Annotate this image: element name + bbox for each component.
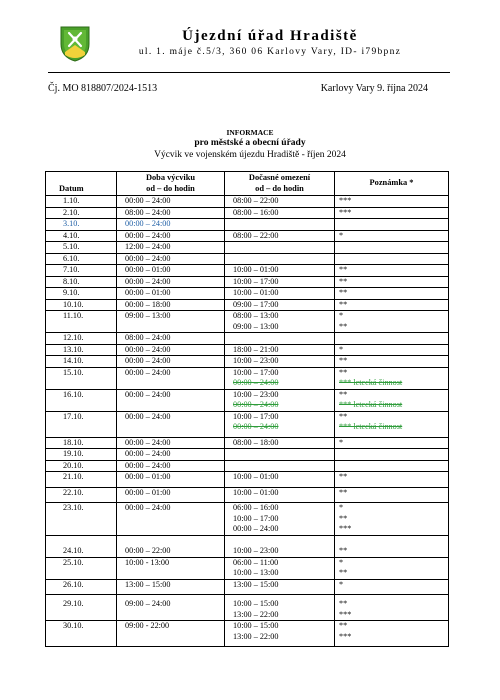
date-cell (46, 579, 117, 595)
table-row (46, 311, 449, 333)
table-row (46, 472, 449, 488)
note-cell (335, 288, 449, 300)
note-cell-line: ** (339, 299, 348, 309)
restriction-cell-line: 10:00 – 23:00 (233, 356, 279, 365)
training-cell-line: 12:00 – 24:00 (125, 242, 171, 251)
note-cell (335, 253, 449, 265)
restriction-cell-line: 10:00 – 01:00 (233, 472, 279, 481)
note-cell-line: * (339, 311, 344, 320)
restriction-cell (225, 230, 335, 242)
column-header-restriction: Dočasné omezení od – do hodin (225, 172, 335, 196)
training-cell (117, 389, 225, 411)
training-cell-line: 00:00 – 24:00 (125, 196, 171, 205)
training-cell-line: 00:00 – 01:00 (125, 265, 171, 274)
restriction-cell (225, 253, 335, 265)
table-row (46, 411, 449, 437)
note-cell-line: ** (339, 513, 348, 523)
restriction-cell-line: 13:00 – 15:00 (233, 579, 279, 589)
restriction-cell-line: 10:00 – 01:00 (233, 288, 279, 297)
note-cell-line: *** (339, 631, 352, 641)
table-row (46, 557, 449, 579)
note-cell-line: ** (339, 367, 348, 377)
restriction-cell (225, 276, 335, 288)
note-cell-line: *** (339, 524, 352, 533)
training-cell-line: 00:00 – 24:00 (125, 411, 171, 421)
column-header-note: Poznámka * (335, 172, 449, 196)
restriction-cell-line: 10:00 – 17:00 (233, 276, 279, 286)
date-cell (46, 230, 117, 242)
date-cell-line: 16.10. (63, 389, 84, 399)
date-cell-line: 19.10. (63, 449, 84, 458)
training-cell (117, 299, 225, 311)
restriction-cell (225, 389, 335, 411)
date-cell (46, 411, 117, 437)
training-cell-line: 00:00 – 24:00 (125, 367, 171, 377)
restriction-cell-line: 08:00 – 18:00 (233, 437, 279, 447)
restriction-cell-line: 18:00 – 21:00 (233, 344, 279, 354)
note-cell (335, 367, 449, 389)
training-cell (117, 595, 225, 621)
date-cell-line: 10.10. (63, 299, 84, 309)
note-cell (335, 411, 449, 437)
column-header-training: Doba výcviku od – do hodin (117, 172, 225, 196)
training-cell (117, 449, 225, 461)
training-cell-line: 08:00 – 24:00 (125, 333, 171, 342)
note-cell (335, 265, 449, 277)
note-cell (335, 449, 449, 461)
table-body (46, 196, 449, 647)
date-cell (46, 344, 117, 356)
table-row (46, 503, 449, 536)
note-cell-line: *** (339, 196, 352, 205)
training-cell (117, 411, 225, 437)
table-header-row (46, 172, 449, 196)
table-row (46, 344, 449, 356)
date-cell-line: 3.10. (63, 219, 80, 228)
table-row (46, 595, 449, 621)
note-cell (335, 230, 449, 242)
training-cell (117, 311, 225, 333)
note-cell-line: * (339, 344, 344, 354)
date-cell-line: 13.10. (63, 344, 84, 354)
date-cell-line: 22.10. (63, 487, 84, 497)
date-cell (46, 535, 117, 557)
date-cell-line: 14.10. (63, 356, 84, 365)
note-cell-line: ** (339, 411, 348, 421)
restriction-cell (225, 557, 335, 579)
training-cell (117, 196, 225, 208)
restriction-cell (225, 196, 335, 208)
restriction-cell-line: 09:00 – 17:00 (233, 299, 279, 309)
training-schedule-table (45, 171, 449, 647)
date-cell-line: 4.10. (63, 230, 80, 240)
table-row (46, 219, 449, 231)
note-cell (335, 595, 449, 621)
date-cell (46, 311, 117, 333)
note-cell-line: *** (339, 609, 352, 619)
date-cell-line: 26.10. (63, 579, 84, 589)
note-cell (335, 535, 449, 557)
note-cell-line: ** (339, 568, 348, 577)
date-cell (46, 265, 117, 277)
date-cell (46, 219, 117, 231)
date-cell (46, 288, 117, 300)
note-cell (335, 621, 449, 647)
training-cell-line: 00:00 – 24:00 (125, 449, 171, 458)
municipal-crest-icon (60, 26, 90, 62)
place-and-date: Karlovy Vary 9. října 2024 (320, 83, 428, 94)
training-cell (117, 503, 225, 536)
restriction-cell-line: 08:00 – 22:00 (233, 196, 279, 205)
restriction-cell-line: 10:00 – 17:00 (233, 367, 279, 377)
table-row (46, 579, 449, 595)
date-cell-line: 15.10. (63, 367, 84, 377)
date-cell (46, 276, 117, 288)
restriction-cell (225, 449, 335, 461)
training-cell (117, 253, 225, 265)
note-cell-line: *** letecká činnost (339, 422, 403, 431)
note-cell-line: ** (339, 546, 348, 555)
training-cell (117, 230, 225, 242)
note-cell (335, 311, 449, 333)
date-cell (46, 389, 117, 411)
table-row (46, 621, 449, 647)
training-cell (117, 367, 225, 389)
restriction-cell (225, 219, 335, 231)
training-cell-line: 00:00 – 24:00 (125, 219, 171, 228)
note-cell (335, 472, 449, 488)
restriction-cell-line: 08:00 – 16:00 (233, 207, 279, 217)
restriction-cell (225, 579, 335, 595)
date-cell (46, 196, 117, 208)
restriction-cell-line: 08:00 – 13:00 (233, 311, 279, 320)
restriction-cell (225, 367, 335, 389)
training-cell (117, 276, 225, 288)
training-cell-line: 00:00 – 24:00 (125, 276, 171, 286)
note-cell-line: * (339, 230, 344, 240)
training-cell-line: 00:00 – 24:00 (125, 503, 171, 512)
note-cell-line: * (339, 557, 344, 567)
date-cell (46, 333, 117, 345)
restriction-cell-line: 06:00 – 16:00 (233, 503, 279, 512)
restriction-cell-line: 10:00 – 23:00 (233, 546, 279, 555)
restriction-cell (225, 595, 335, 621)
date-cell-line: 30.10. (63, 621, 84, 630)
date-cell (46, 367, 117, 389)
table-row (46, 196, 449, 208)
training-cell (117, 487, 225, 503)
note-cell (335, 219, 449, 231)
restriction-cell (225, 460, 335, 472)
restriction-cell-line: 10:00 – 01:00 (233, 487, 279, 497)
date-cell (46, 299, 117, 311)
date-cell (46, 242, 117, 254)
training-cell-line: 00:00 – 24:00 (125, 253, 171, 263)
office-title: Újezdní úřad Hradiště (182, 28, 358, 44)
date-cell-line: 25.10. (63, 557, 84, 567)
date-cell (46, 472, 117, 488)
note-cell-line: *** letecká činnost (339, 400, 403, 409)
note-cell (335, 579, 449, 595)
training-cell-line: 13:00 – 15:00 (125, 579, 171, 589)
table-row (46, 230, 449, 242)
restriction-cell-line: 10:00 – 15:00 (233, 621, 279, 630)
note-cell (335, 487, 449, 503)
restriction-cell-line: 10:00 – 17:00 (233, 513, 279, 523)
note-cell-line: *** (339, 207, 352, 217)
date-cell (46, 487, 117, 503)
date-cell-line: 5.10. (63, 242, 80, 251)
table-row (46, 487, 449, 503)
training-cell-line (125, 536, 224, 547)
training-cell (117, 460, 225, 472)
restriction-cell (225, 344, 335, 356)
note-cell-line: ** (339, 265, 348, 274)
note-cell-line: *** letecká činnost (339, 378, 403, 387)
note-cell (335, 207, 449, 219)
note-cell (335, 333, 449, 345)
note-cell-line: ** (339, 389, 348, 399)
restriction-cell (225, 356, 335, 368)
table-row (46, 288, 449, 300)
restriction-cell-line: 00:00 – 24:00 (233, 400, 279, 409)
restriction-cell-line: 10:00 – 13:00 (233, 568, 279, 577)
table-row (46, 276, 449, 288)
note-cell-line: * (339, 503, 344, 512)
restriction-cell (225, 621, 335, 647)
training-cell (117, 344, 225, 356)
date-cell-line: 29.10. (63, 599, 84, 608)
training-cell (117, 437, 225, 449)
training-cell-line: 00:00 – 22:00 (125, 546, 171, 555)
date-cell (46, 207, 117, 219)
reference-number: Čj. MO 818807/2024-1513 (48, 83, 158, 94)
info-recipients: pro městské a obecní úřady (194, 138, 306, 148)
note-cell-line: ** (339, 276, 348, 286)
info-subject: Výcvik ve vojenském újezdu Hradiště - říjen 2024 (154, 150, 346, 160)
date-cell (46, 621, 117, 647)
restriction-cell (225, 311, 335, 333)
restriction-cell-line: 13:00 – 22:00 (233, 609, 279, 619)
training-cell-line: 00:00 – 01:00 (125, 288, 171, 297)
restriction-cell-line: 10:00 – 23:00 (233, 389, 279, 399)
table-row (46, 299, 449, 311)
note-cell (335, 196, 449, 208)
note-cell (335, 389, 449, 411)
table-row (46, 437, 449, 449)
restriction-cell-line: 06:00 – 11:00 (233, 557, 279, 567)
training-cell (117, 356, 225, 368)
note-cell (335, 356, 449, 368)
date-cell (46, 460, 117, 472)
restriction-cell (225, 299, 335, 311)
restriction-cell-line: 10:00 – 17:00 (233, 411, 279, 421)
note-cell-line: ** (339, 621, 348, 630)
training-cell-line: 00:00 – 24:00 (125, 437, 171, 447)
restriction-cell (225, 487, 335, 503)
date-cell-line: 23.10. (63, 503, 84, 512)
restriction-cell (225, 288, 335, 300)
date-cell-line: 1.10. (63, 196, 80, 205)
date-cell-line: 20.10. (63, 460, 84, 470)
date-cell (46, 356, 117, 368)
table-row (46, 449, 449, 461)
note-cell-line: ** (339, 472, 348, 481)
restriction-cell-line: 09:00 – 13:00 (233, 321, 279, 331)
restriction-cell-line: 08:00 – 22:00 (233, 230, 279, 240)
training-cell (117, 472, 225, 488)
note-cell-line: ** (339, 321, 348, 331)
note-cell-line: ** (339, 288, 348, 297)
training-cell (117, 242, 225, 254)
training-cell (117, 579, 225, 595)
restriction-cell (225, 207, 335, 219)
training-cell (117, 557, 225, 579)
table-row (46, 535, 449, 557)
note-cell (335, 460, 449, 472)
note-cell (335, 299, 449, 311)
table-row (46, 356, 449, 368)
training-cell-line: 00:00 – 24:00 (125, 460, 171, 470)
training-cell-line: 00:00 – 01:00 (125, 472, 171, 481)
date-cell-line: 6.10. (63, 253, 80, 263)
training-cell (117, 621, 225, 647)
note-cell-line: ** (339, 599, 348, 608)
date-cell (46, 449, 117, 461)
training-cell (117, 219, 225, 231)
date-cell-line: 18.10. (63, 437, 84, 447)
date-cell-line: 12.10. (63, 333, 84, 342)
note-cell (335, 344, 449, 356)
note-cell-line: * (339, 437, 344, 447)
date-cell (46, 503, 117, 536)
header-divider (48, 72, 450, 73)
table-row (46, 265, 449, 277)
training-cell-line: 08:00 – 24:00 (125, 207, 171, 217)
date-cell-line: 17.10. (63, 411, 84, 421)
column-header-date: Datum (46, 172, 117, 196)
training-cell-line: 09:00 – 13:00 (125, 311, 171, 320)
note-cell (335, 503, 449, 536)
note-cell (335, 242, 449, 254)
date-cell-line: 9.10. (63, 288, 80, 297)
restriction-cell-line: 13:00 – 22:00 (233, 631, 279, 641)
restriction-cell-line: 10:00 – 15:00 (233, 599, 279, 608)
table-row (46, 367, 449, 389)
date-cell-line: 7.10. (63, 265, 80, 274)
training-cell-line: 00:00 – 18:00 (125, 299, 171, 309)
training-cell (117, 535, 225, 557)
table-row (46, 460, 449, 472)
info-heading: INFORMACE (226, 128, 274, 137)
restriction-cell-line: 00:00 – 24:00 (233, 524, 279, 533)
restriction-cell-line: 10:00 – 01:00 (233, 265, 279, 274)
training-cell (117, 207, 225, 219)
date-cell-line: 24.10. (63, 546, 84, 555)
training-cell-line: 00:00 – 01:00 (125, 487, 171, 497)
date-cell-line: 2.10. (63, 207, 80, 217)
restriction-cell (225, 472, 335, 488)
restriction-cell (225, 437, 335, 449)
date-cell (46, 437, 117, 449)
note-cell (335, 437, 449, 449)
training-cell-line: 09:00 – 24:00 (125, 599, 171, 608)
restriction-cell (225, 242, 335, 254)
date-cell (46, 595, 117, 621)
training-cell (117, 288, 225, 300)
table-row (46, 389, 449, 411)
date-cell-line: 21.10. (63, 472, 84, 481)
date-cell (46, 253, 117, 265)
training-cell-line: 00:00 – 24:00 (125, 389, 171, 399)
note-cell-line: ** (339, 356, 348, 365)
restriction-cell-line: 00:00 – 24:00 (233, 422, 279, 431)
note-cell-line: ** (339, 487, 348, 497)
training-cell-line: 09:00 - 22:00 (125, 621, 170, 630)
training-cell-line: 00:00 – 24:00 (125, 356, 171, 365)
restriction-cell-line: 00:00 – 24:00 (233, 378, 279, 387)
table-row (46, 333, 449, 345)
restriction-cell (225, 535, 335, 557)
table-row (46, 253, 449, 265)
restriction-cell (225, 503, 335, 536)
note-cell (335, 276, 449, 288)
training-cell-line: 00:00 – 24:00 (125, 230, 171, 240)
date-cell-line: 8.10. (63, 276, 80, 286)
note-cell-line: * (339, 579, 344, 589)
restriction-cell (225, 333, 335, 345)
training-cell-line: 00:00 – 24:00 (125, 344, 171, 354)
training-cell (117, 265, 225, 277)
date-cell (46, 557, 117, 579)
restriction-cell (225, 265, 335, 277)
date-cell-line: 11.10. (63, 311, 84, 320)
office-address: ul. 1. máje č.5/3, 360 06 Karlovy Vary, ID- i79bpnz (138, 47, 402, 57)
note-cell (335, 557, 449, 579)
table-row (46, 207, 449, 219)
table-row (46, 242, 449, 254)
restriction-cell (225, 411, 335, 437)
training-cell-line: 10:00 - 13:00 (125, 557, 170, 567)
training-cell (117, 333, 225, 345)
